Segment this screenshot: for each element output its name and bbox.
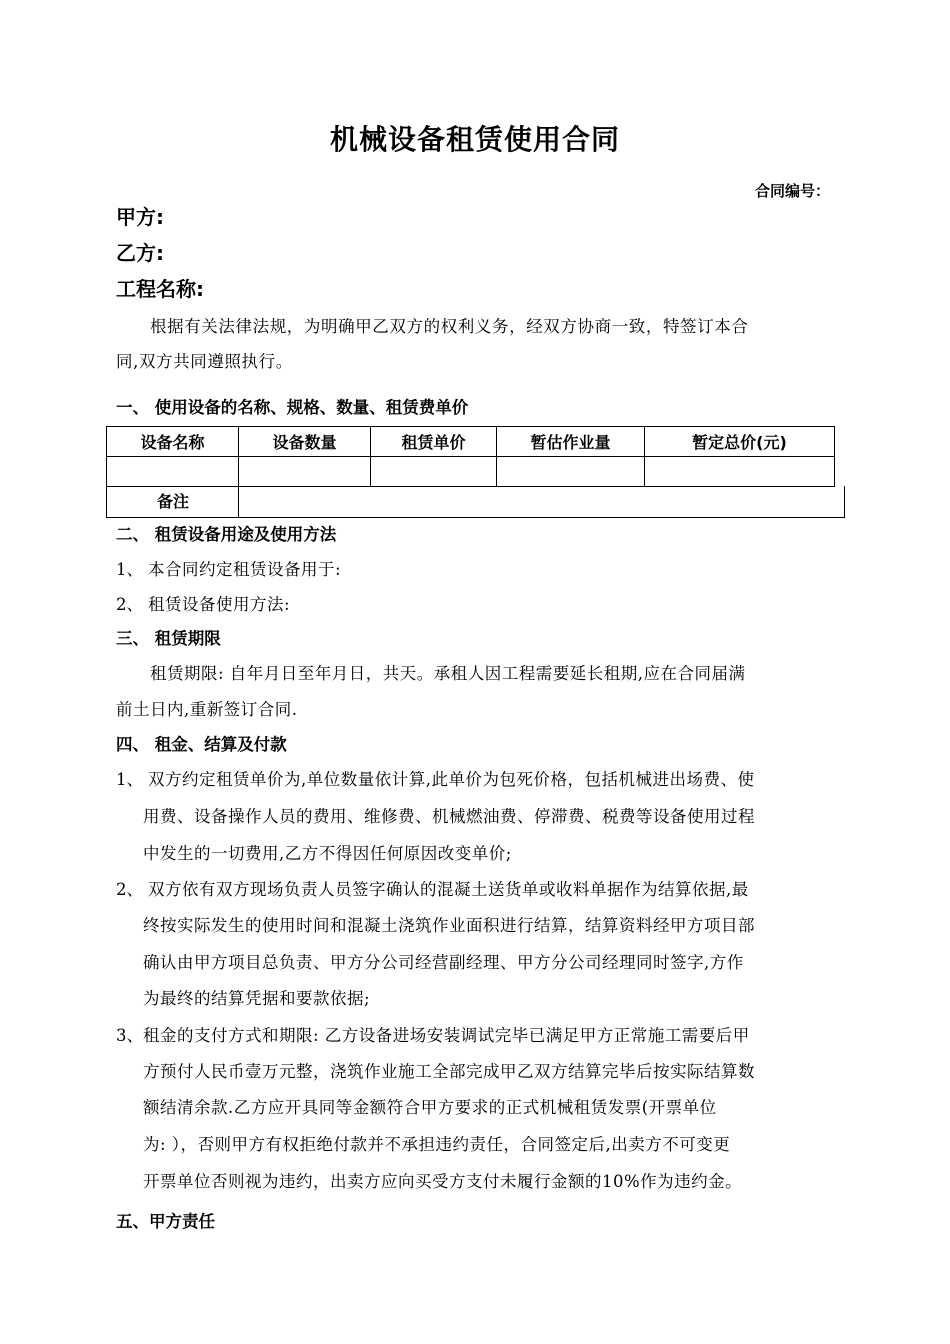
- section-1-heading: 一、 使用设备的名称、规格、数量、租赁费单价: [116, 398, 469, 417]
- equipment-table: [106, 426, 835, 487]
- list-item-line: 租金的支付方式和期限: 乙方设备进场安装调试完毕已满足甲方正常施工需要后甲: [143, 1026, 750, 1045]
- table-header-cell: 租赁单价: [371, 427, 497, 457]
- section-4-heading: 四、 租金、结算及付款: [116, 735, 287, 754]
- list-item: 本合同约定租赁设备用于:: [148, 560, 342, 579]
- table-cell: [239, 457, 371, 487]
- list-number: 2、: [116, 595, 143, 614]
- table-header-cell: 暂定总价(元): [645, 427, 835, 457]
- table-cell: [371, 457, 497, 487]
- table-cell: [497, 457, 645, 487]
- list-item-line: 为: ），否则甲方有权拒绝付款并不承担违约责任，合同签定后,出卖方不可变更: [143, 1135, 731, 1154]
- list-item-line: 终按实际发生的使用时间和混凝土浇筑作业面积进行结算，结算资料经甲方项目部: [143, 916, 755, 935]
- table-header-row: [107, 427, 835, 457]
- party-a-label: 甲方:: [116, 205, 164, 229]
- table-header-cell: 设备名称: [107, 427, 239, 457]
- table-header-cell: 暂估作业量: [497, 427, 645, 457]
- section-3-heading: 三、 租赁期限: [116, 629, 221, 648]
- list-number: 1、: [116, 770, 143, 789]
- remark-row: [106, 486, 844, 517]
- lease-term-line-1: 租赁期限: 自年月日至年月日，共天。承租人因工程需要延长租期,应在合同届满: [150, 664, 746, 683]
- list-number: 2、: [116, 880, 143, 899]
- list-number: 1、: [116, 560, 143, 579]
- list-item-line: 双方依有双方现场负责人员签字确认的混凝土送货单或收料单据作为结算依据,最: [148, 880, 749, 899]
- page-title: 机械设备租赁使用合同: [329, 123, 620, 156]
- project-name-label: 工程名称:: [116, 277, 204, 301]
- list-item-line: 中发生的一切费用,乙方不得因任何原因改变单价;: [143, 844, 512, 863]
- section-5-heading: 五、甲方责任: [116, 1212, 215, 1231]
- table-row: [107, 457, 835, 487]
- remark-value: [238, 486, 845, 518]
- list-item-line: 为最终的结算凭据和要款依据;: [143, 989, 371, 1008]
- list-number: 3、: [116, 1026, 143, 1045]
- list-item: 租赁设备使用方法:: [148, 595, 291, 614]
- list-item-line: 额结清余款.乙方应开具同等金额符合甲方要求的正式机械租赁发票(开票单位: [143, 1098, 717, 1117]
- table-cell: [645, 457, 835, 487]
- list-item-line: 方预付人民币壹万元整，浇筑作业施工全部完成甲乙双方结算完毕后按实际结算数: [143, 1062, 755, 1081]
- remark-label: 备注: [106, 486, 239, 518]
- list-item-line: 用费、设备操作人员的费用、维修费、机械燃油费、停滞费、税费等设备使用过程: [143, 807, 755, 826]
- list-item-line: 确认由甲方项目总负责、甲方分公司经营副经理、甲方分公司经理同时签字,方作: [143, 953, 744, 972]
- contract-number-label: 合同编号：: [754, 182, 830, 200]
- section-2-heading: 二、 租赁设备用途及使用方法: [116, 525, 337, 544]
- table-header-cell: 设备数量: [239, 427, 371, 457]
- intro-line-2: 同,双方共同遵照执行。: [116, 352, 293, 371]
- list-item-line: 开票单位否则视为违约，出卖方应向买受方支付未履行金额的10%作为违约金。: [143, 1172, 743, 1191]
- party-b-label: 乙方:: [116, 241, 164, 265]
- table-cell: [107, 457, 239, 487]
- lease-term-line-2: 前土日内,重新签订合同.: [116, 700, 298, 719]
- list-item-line: 双方约定租赁单价为,单位数量依计算,此单价为包死价格，包括机械进出场费、使: [148, 770, 755, 789]
- intro-line-1: 根据有关法律法规，为明确甲乙双方的权利义务，经双方协商一致，特签订本合: [150, 317, 749, 336]
